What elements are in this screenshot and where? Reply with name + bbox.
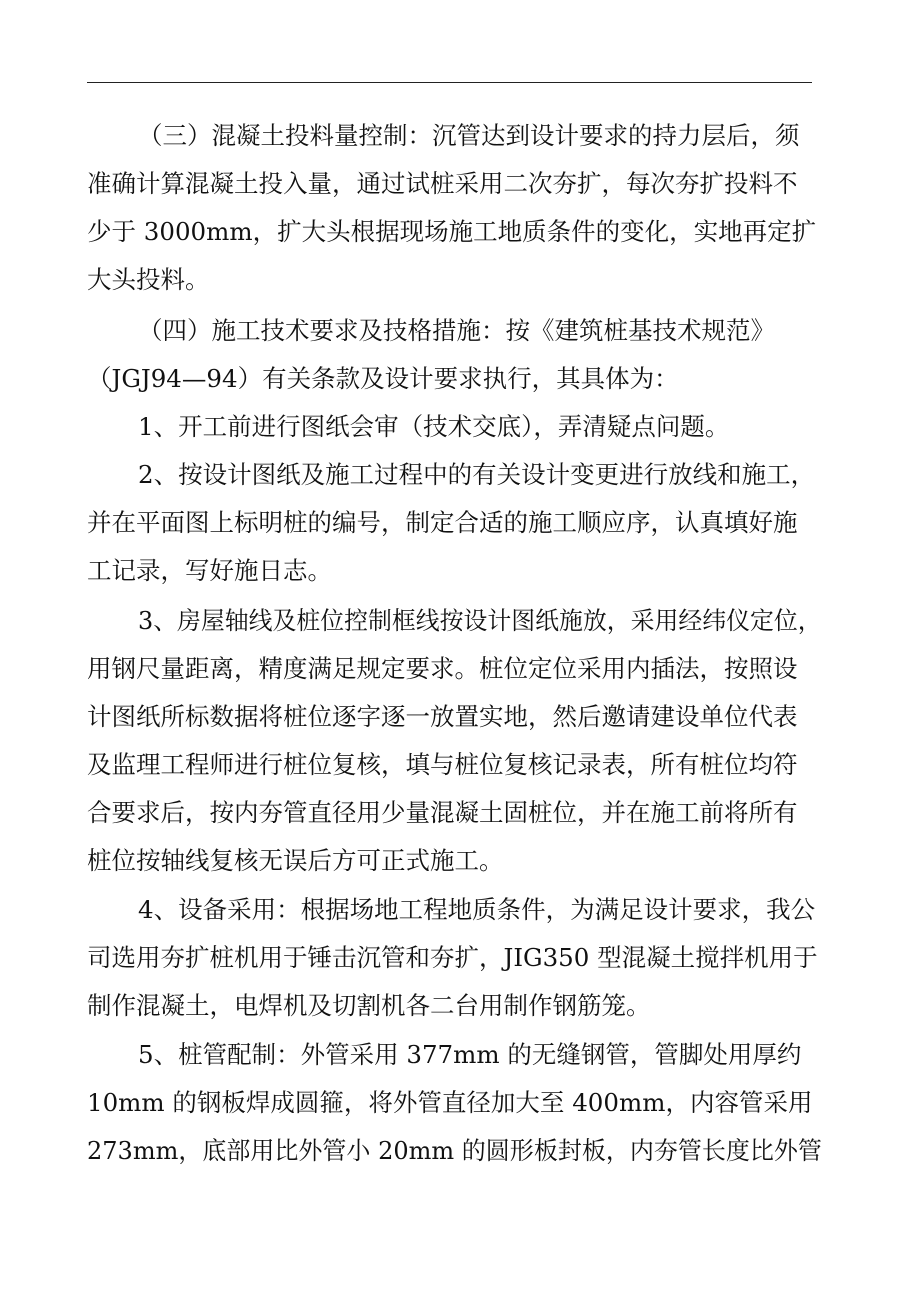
text-line: （四）施工技术要求及技格措施：按《建筑桩基技术规范》: [138, 316, 775, 345]
text-line: 10mm 的钢板焊成圆箍，将外管直径加大至 400mm，内容管采用: [87, 1088, 813, 1117]
text-line: 准确计算混凝土投入量，通过试桩采用二次夯扩，每次夯扩投料不: [87, 169, 798, 198]
text-line: 及监理工程师进行桩位复核，填与桩位复核记录表，所有桩位均符: [87, 750, 798, 779]
text-line: 2、按设计图纸及施工过程中的有关设计变更进行放线和施工，: [138, 460, 816, 489]
text-line: （三）混凝土投料量控制：沉管达到设计要求的持力层后，须: [138, 121, 800, 150]
text-line: 1、开工前进行图纸会审（技术交底），弄清疑点问题。: [138, 412, 730, 441]
text-line: 合要求后，按内夯管直径用少量混凝土固桩位，并在施工前将所有: [87, 798, 798, 827]
text-line: 制作混凝土，电焊机及切割机各二台用制作钢筋笼。: [87, 991, 651, 1020]
text-line: 桩位按轴线复核无误后方可正式施工。: [87, 846, 504, 875]
text-line: （JGJ94—94）有关条款及设计要求执行，其具体为：: [87, 364, 679, 393]
text-line: 少于 3000mm，扩大头根据现场施工地质条件的变化，实地再定扩: [87, 217, 817, 246]
text-line: 司选用夯扩桩机用于锤击沉管和夯扩，JIG350 型混凝土搅拌机用于: [87, 943, 818, 972]
text-line: 大头投料。: [87, 265, 210, 294]
header-rule: [87, 82, 812, 83]
text-line: 273mm，底部用比外管小 20mm 的圆形板封板，内夯管长度比外管: [87, 1136, 822, 1165]
text-line: 3、房屋轴线及桩位控制框线按设计图纸施放，采用经纬仪定位，: [138, 606, 822, 635]
text-line: 4、设备采用：根据场地工程地质条件，为满足设计要求，我公: [138, 895, 816, 924]
text-line: 计图纸所标数据将桩位逐字逐一放置实地，然后邀请建设单位代表: [87, 702, 798, 731]
text-line: 用钢尺量距离，精度满足规定要求。桩位定位采用内插法，按照设: [87, 654, 798, 683]
text-line: 工记录，写好施日志。: [87, 556, 332, 585]
text-line: 并在平面图上标明桩的编号，制定合适的施工顺应序，认真填好施: [87, 508, 798, 537]
text-line: 5、桩管配制：外管采用 377mm 的无缝钢管，管脚处用厚约: [138, 1040, 802, 1069]
